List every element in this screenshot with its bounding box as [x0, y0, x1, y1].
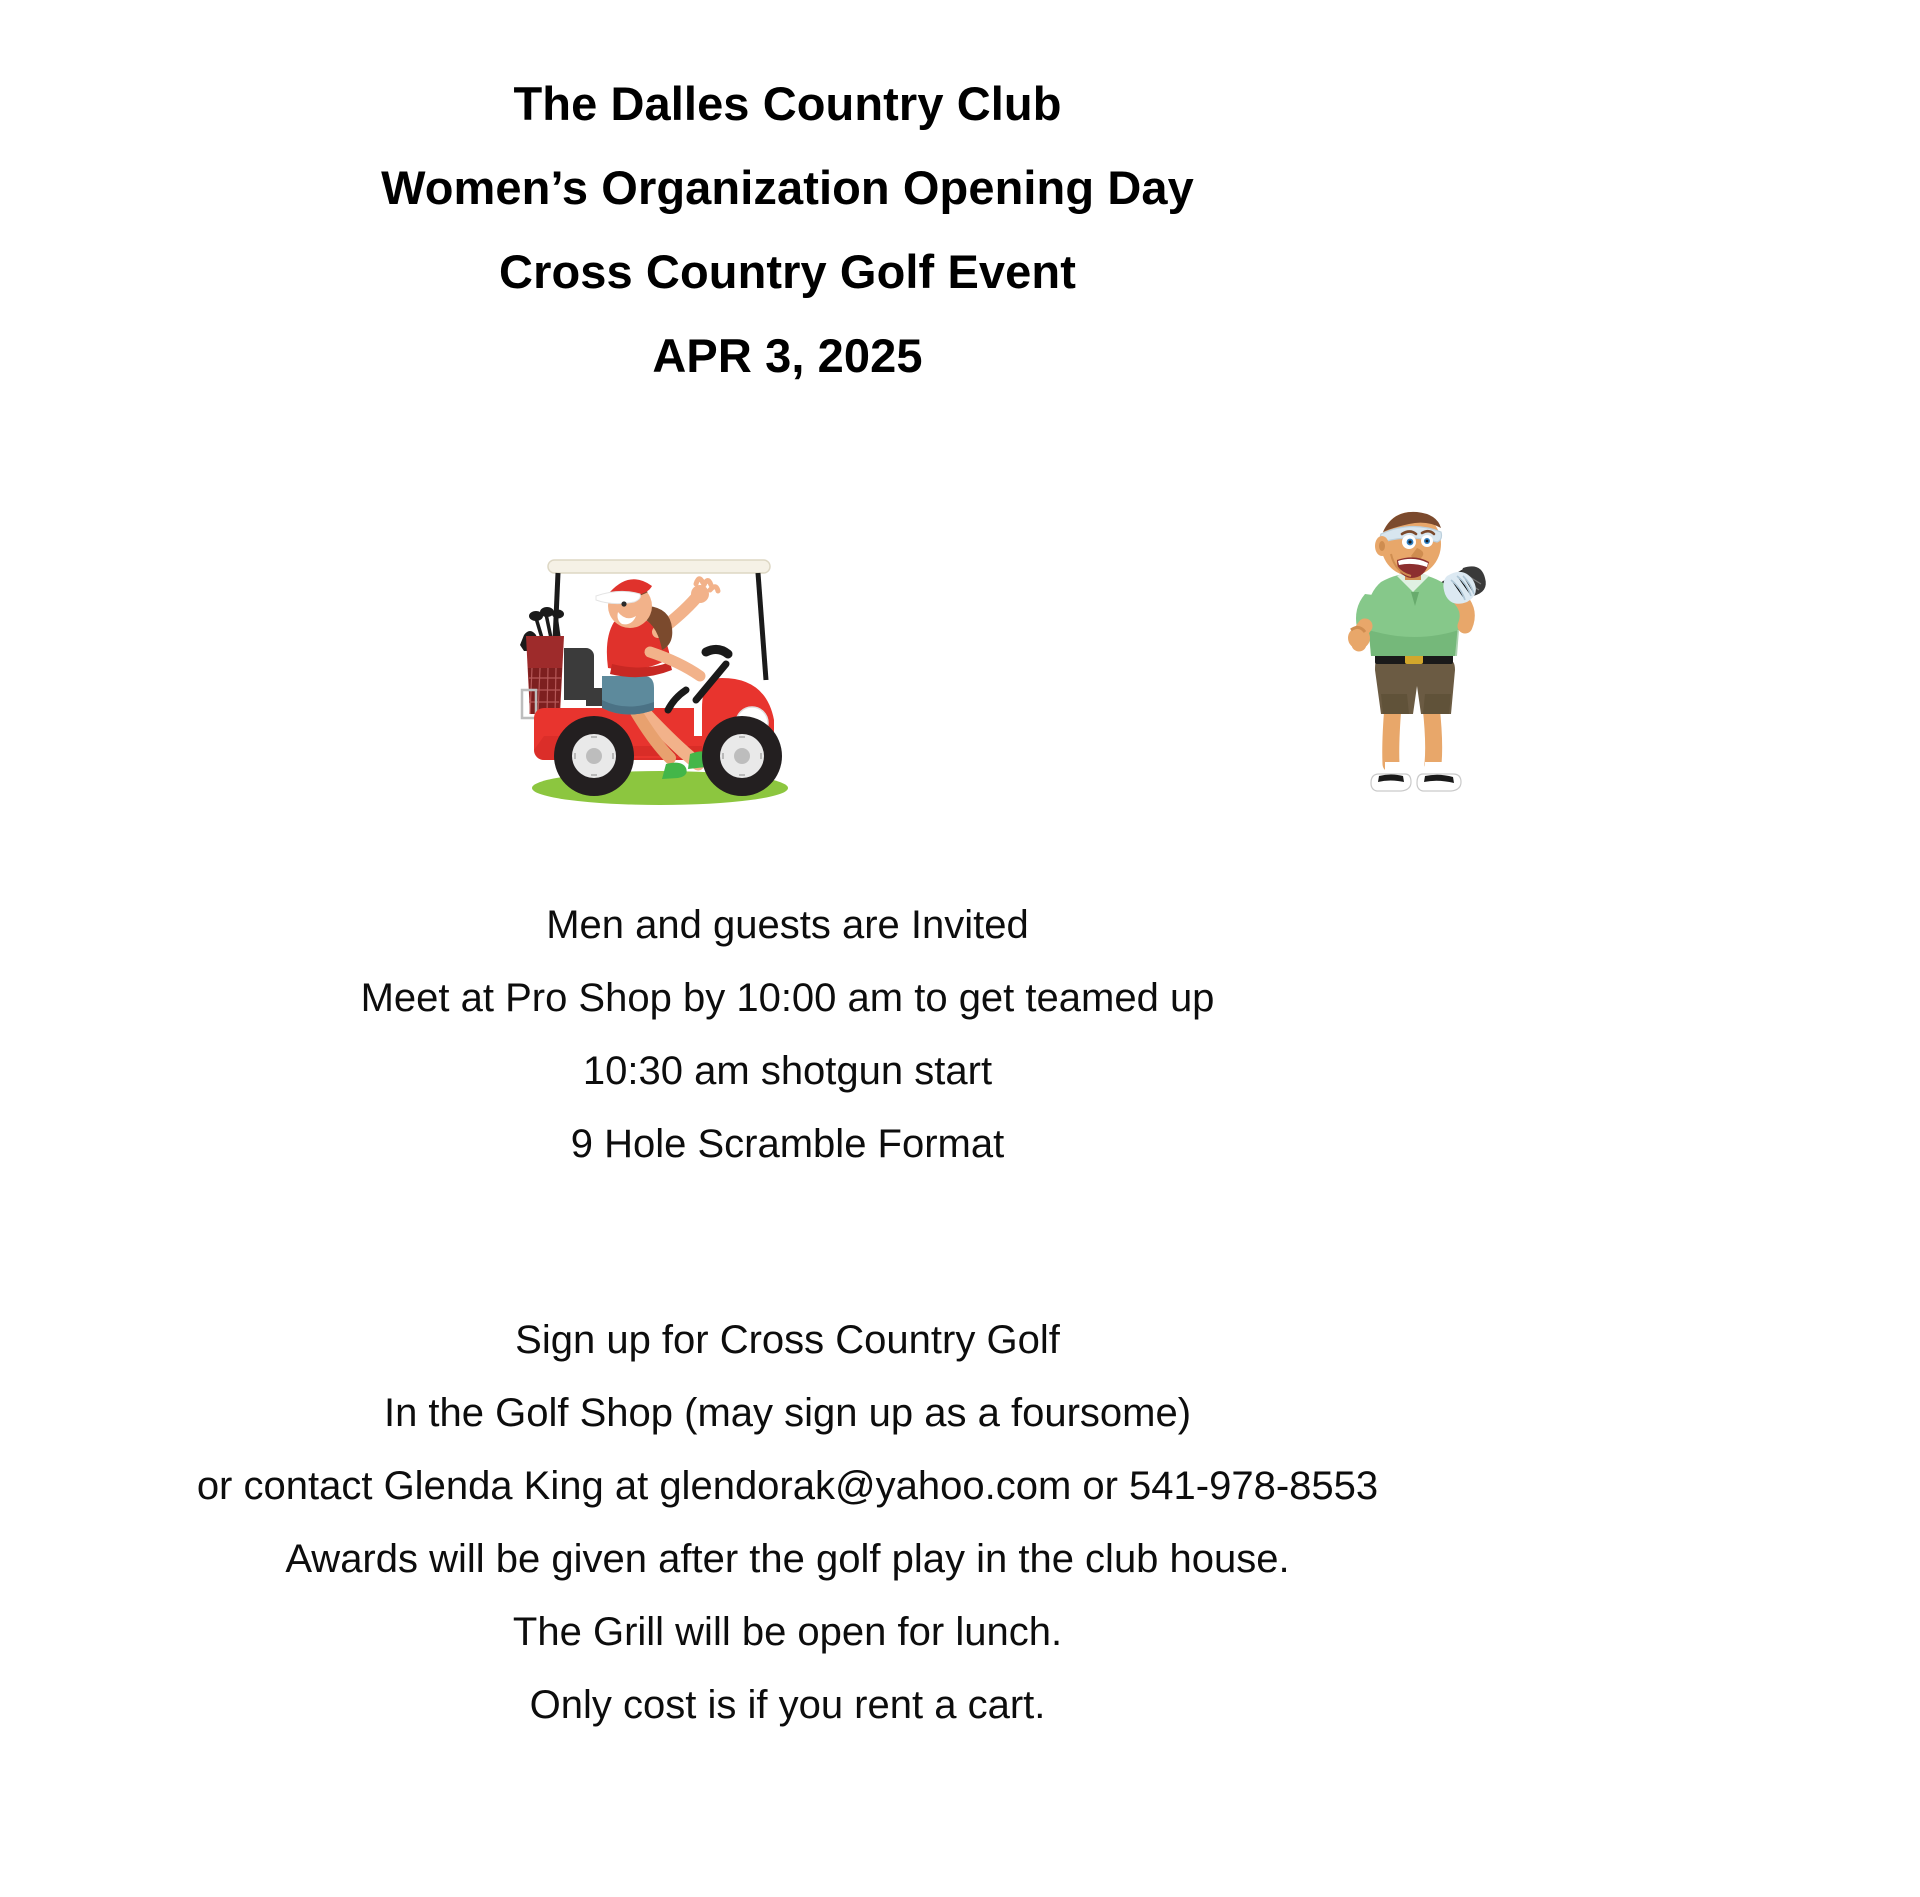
signup-line-heading: Sign up for Cross Country Golf	[515, 1318, 1060, 1362]
detail-line-format: 9 Hole Scramble Format	[570, 1122, 1005, 1166]
heading-club-name: The Dalles Country Club	[513, 77, 1062, 130]
heading-organization-event: Women’s Organization Opening Day	[381, 161, 1194, 214]
detail-line-invitation: Men and guests are Invited	[546, 903, 1029, 947]
heading-event-type: Cross Country Golf Event	[499, 245, 1076, 298]
signup-line-grill: The Grill will be open for lunch.	[512, 1610, 1063, 1654]
golf-cart-illustration	[490, 540, 810, 810]
flyer-heading	[0, 77, 1575, 382]
signup-line-awards: Awards will be given after the golf play in the club house.	[285, 1537, 1290, 1581]
signup-details-block	[0, 1320, 1575, 1725]
signup-line-contact: or contact Glenda King at glendorak@yahoo.com or 541-978-8553	[196, 1464, 1379, 1508]
golfer-illustration	[1325, 510, 1505, 810]
heading-event-date: APR 3, 2025	[652, 329, 923, 382]
golf-cart-svg	[490, 540, 810, 810]
event-details-block	[0, 905, 1575, 1164]
illustration-row	[0, 510, 1920, 820]
detail-line-shotgun-start: 10:30 am shotgun start	[582, 1049, 993, 1093]
signup-line-cost: Only cost is if you rent a cart.	[529, 1683, 1046, 1727]
golfer-svg	[1325, 510, 1505, 810]
signup-line-location: In the Golf Shop (may sign up as a foursome)	[383, 1391, 1192, 1435]
detail-line-meeting-time: Meet at Pro Shop by 10:00 am to get teamed up	[360, 976, 1215, 1020]
